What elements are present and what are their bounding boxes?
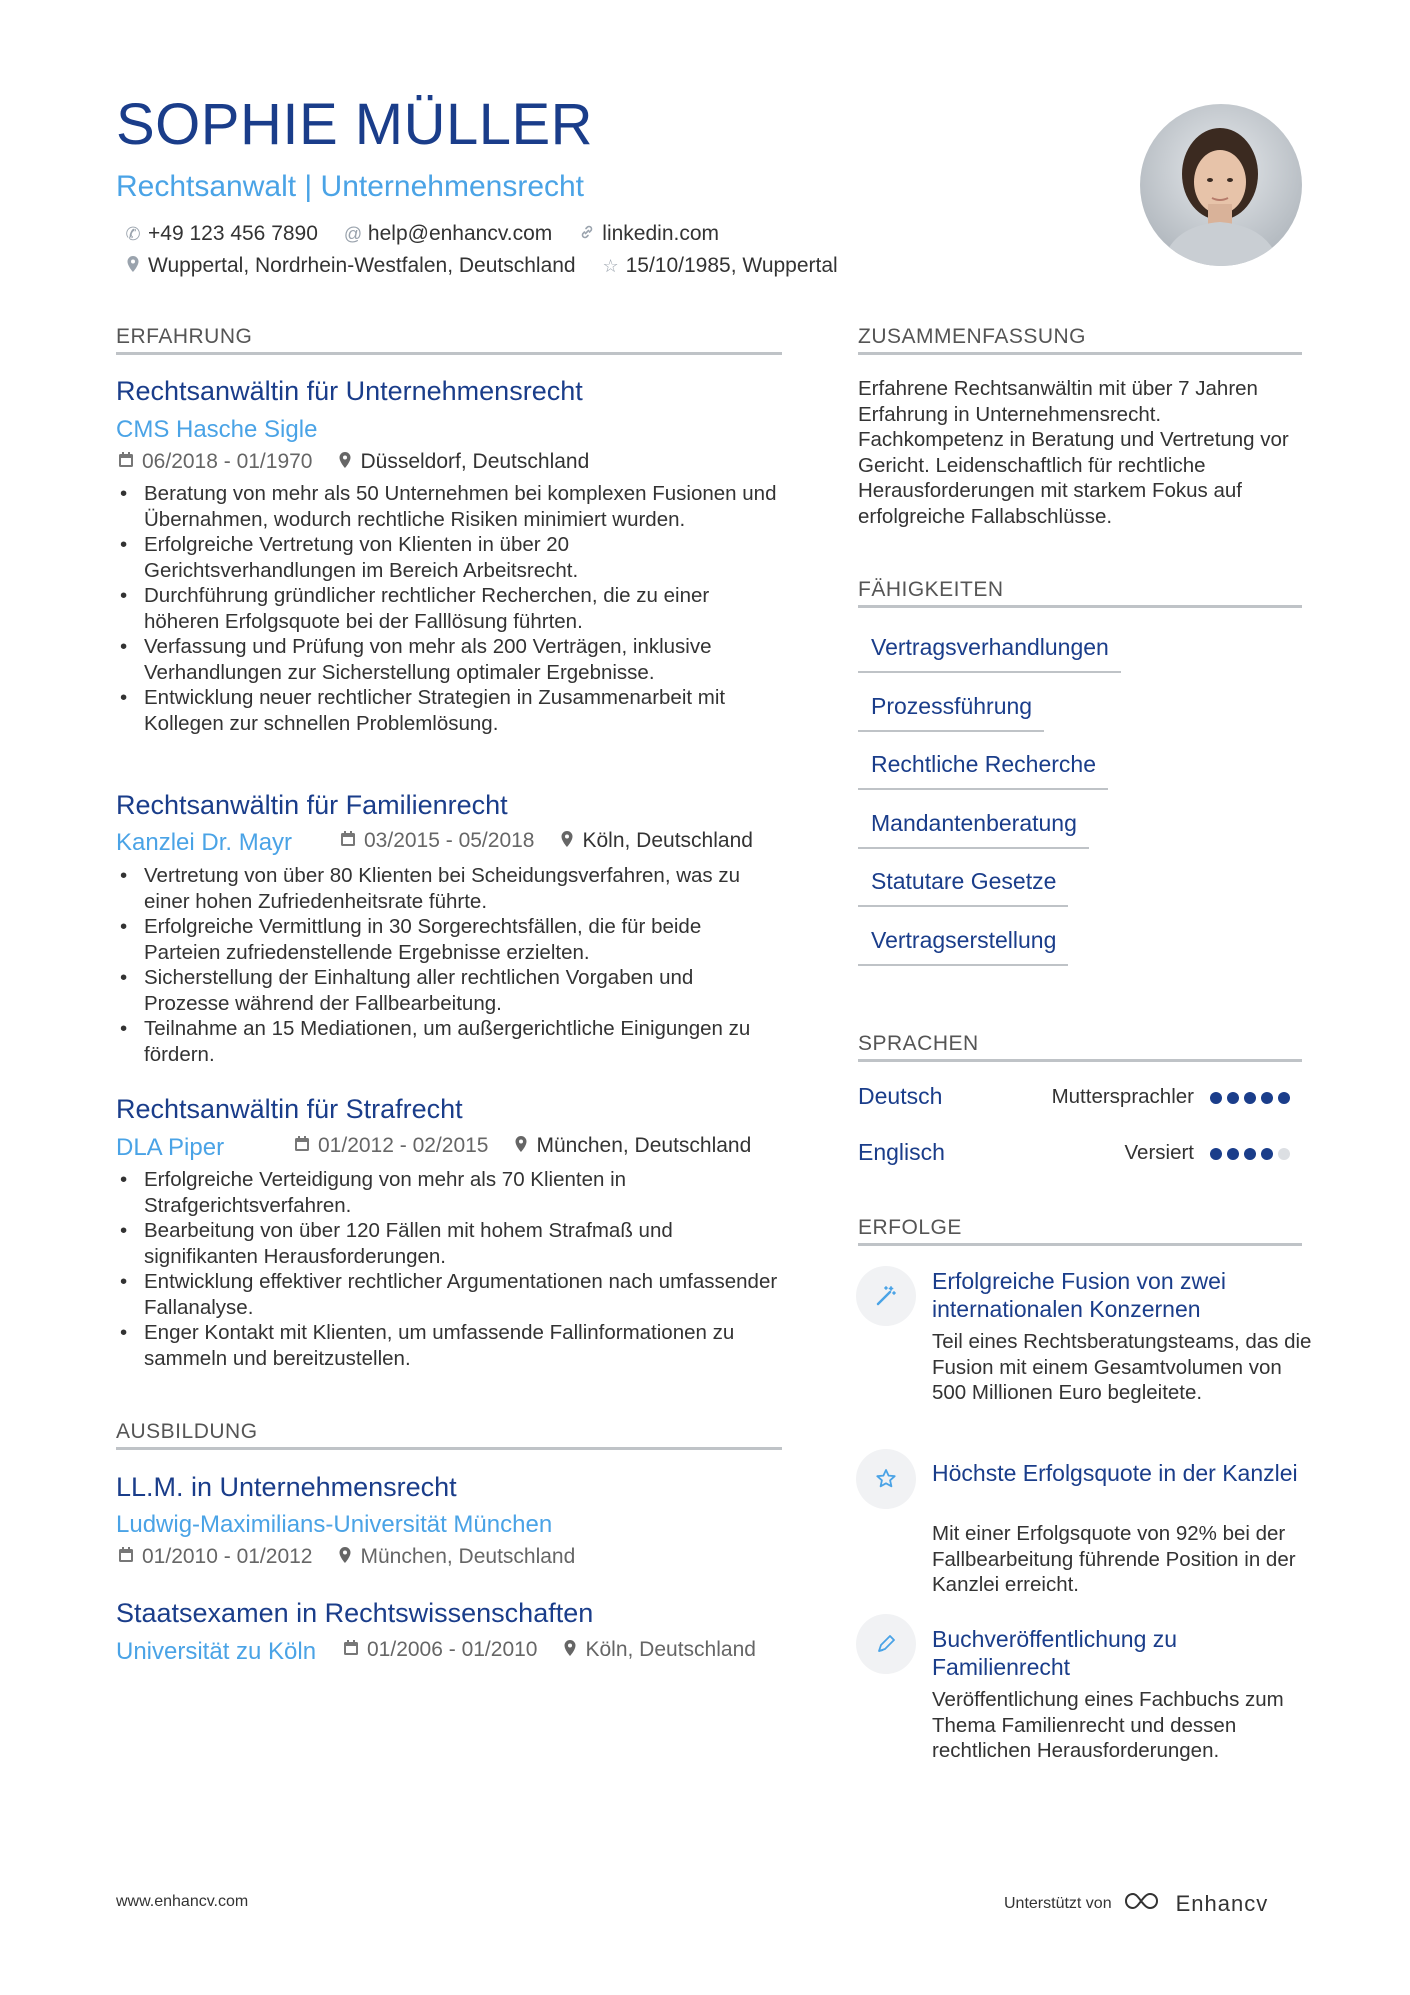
calendar-icon <box>340 830 356 852</box>
magic-wand-icon <box>856 1266 916 1326</box>
location-pin-icon <box>514 1135 528 1158</box>
skill-tag: Statutare Gesetze <box>858 868 1068 907</box>
skill-tag: Rechtliche Recherche <box>858 751 1108 790</box>
birth-text: 15/10/1985, Wuppertal <box>625 254 838 277</box>
section-divider <box>116 1447 782 1450</box>
list-item: • Vertretung von über 80 Klienten bei Scheidungsverfahren, was zu einer hohen Zufriedenheitsrate führte. <box>118 863 778 914</box>
job-location: Düsseldorf, Deutschland <box>360 450 590 473</box>
section-heading-achievements: ERFOLGE <box>858 1216 962 1239</box>
job-meta <box>294 1134 751 1158</box>
list-item: • Bearbeitung von über 120 Fällen mit hohem Strafmaß und signifikanten Herausforderungen. <box>118 1218 778 1269</box>
email-item[interactable] <box>344 222 552 246</box>
rating-dot <box>1244 1148 1256 1160</box>
education-location: München, Deutschland <box>360 1545 576 1568</box>
calendar-icon <box>294 1135 310 1157</box>
email-text[interactable]: help@enhancv.com <box>367 222 553 245</box>
list-item: • Verfassung und Prüfung von mehr als 200 Verträgen, inklusive Verhandlungen zur Sicherstellung optimaler Ergebnisse. <box>118 634 778 685</box>
contact-row-1 <box>124 222 745 246</box>
location-pin-icon <box>124 255 142 278</box>
footer-powered <box>1004 1889 1268 1918</box>
language-level: Muttersprachler <box>1051 1085 1194 1108</box>
pen-icon <box>856 1614 916 1674</box>
linkedin-text[interactable]: linkedin.com <box>602 222 720 245</box>
education-dates: 01/2010 - 01/2012 <box>142 1545 313 1568</box>
list-item: • Entwicklung neuer rechtlicher Strategien in Zusammenarbeit mit Kollegen zur schnellen Problemlösung. <box>118 685 778 736</box>
language-rating <box>1210 1092 1295 1104</box>
list-item: • Erfolgreiche Verteidigung von mehr als 70 Klienten in Strafgerichtsverfahren. <box>118 1167 778 1218</box>
rating-dot <box>1261 1092 1273 1104</box>
location-pin-icon <box>563 1639 577 1662</box>
job-bullets <box>118 1167 778 1371</box>
rating-dot <box>1278 1148 1290 1160</box>
footer-website[interactable]: www.enhancv.com <box>116 1893 249 1910</box>
candidate-title: Rechtsanwalt | Unternehmensrecht <box>116 170 585 203</box>
job-location: München, Deutschland <box>536 1134 752 1157</box>
at-icon: @ <box>343 223 363 244</box>
phone-text: +49 123 456 7890 <box>148 222 318 245</box>
skill-tag: Vertragsverhandlungen <box>858 634 1121 673</box>
degree-title: Staatsexamen in Rechtswissenschaften <box>116 1598 594 1628</box>
location-item <box>124 254 576 278</box>
job-bullets <box>118 481 778 736</box>
job-title: Rechtsanwältin für Familienrecht <box>116 790 508 820</box>
brand-name: Enhancv <box>1175 1890 1269 1916</box>
job-dates: 01/2012 - 02/2015 <box>318 1134 489 1157</box>
list-item: • Erfolgreiche Vermittlung in 30 Sorgerechtsfällen, die für beide Parteien zufriedenstellende Ergebnisse erzielten. <box>118 914 778 965</box>
candidate-name: SOPHIE MÜLLER <box>116 92 594 157</box>
birth-item <box>602 254 838 278</box>
avatar <box>1140 104 1302 266</box>
job-dates: 06/2018 - 01/1970 <box>142 450 313 473</box>
link-icon <box>578 224 596 245</box>
education-location: Köln, Deutschland <box>585 1638 756 1661</box>
skill-tag: Mandantenberatung <box>858 810 1089 849</box>
list-item: • Erfolgreiche Vertretung von Klienten in über 20 Gerichtsverhandlungen im Bereich Arbeitsrecht. <box>118 532 778 583</box>
achievement-desc: Veröffentlichung eines Fachbuchs zum Thema Familienrecht und dessen rechtlichen Herausforderungen. <box>932 1688 1284 1762</box>
education-meta <box>343 1638 756 1662</box>
job-meta <box>118 450 589 474</box>
section-divider <box>858 1059 1302 1062</box>
section-heading-skills: FÄHIGKEITEN <box>858 578 1004 601</box>
achievement-title: Buchveröffentlichung zu Familienrecht <box>932 1626 1178 1680</box>
section-divider <box>116 352 782 355</box>
language-name: Deutsch <box>858 1083 943 1109</box>
rating-dot <box>1278 1092 1290 1104</box>
job-bullets <box>118 863 778 1067</box>
section-divider <box>858 605 1302 608</box>
location-pin-icon <box>338 451 352 474</box>
section-heading-education: AUSBILDUNG <box>116 1420 258 1443</box>
company-name: CMS Hasche Sigle <box>116 416 318 443</box>
powered-label: Unterstützt von <box>1004 1894 1112 1912</box>
school-name: Ludwig-Maximilians-Universität München <box>116 1511 553 1538</box>
job-meta <box>340 829 753 853</box>
rating-dot <box>1261 1148 1273 1160</box>
education-meta <box>118 1545 575 1569</box>
list-item: • Teilnahme an 15 Mediationen, um außergerichtliche Einigungen zu fördern. <box>118 1016 778 1067</box>
calendar-icon <box>118 451 134 473</box>
rating-dot <box>1227 1092 1239 1104</box>
skill-tag: Prozessführung <box>858 693 1044 732</box>
job-title: Rechtsanwältin für Unternehmensrecht <box>116 376 583 406</box>
school-name: Universität zu Köln <box>116 1638 317 1665</box>
job-title: Rechtsanwältin für Strafrecht <box>116 1094 463 1124</box>
language-name: Englisch <box>858 1139 945 1165</box>
location-pin-icon <box>560 830 574 853</box>
rating-dot <box>1244 1092 1256 1104</box>
achievement-desc: Mit einer Erfolgsquote von 92% bei der Fallbearbeitung führende Position in der Kanzlei erreicht. <box>932 1522 1296 1596</box>
rating-dot <box>1227 1148 1239 1160</box>
location-pin-icon <box>338 1546 352 1569</box>
job-location: Köln, Deutschland <box>582 829 753 852</box>
achievement-desc: Teil eines Rechtsberatungsteams, das die Fusion mit einem Gesamtvolumen von 500 Millionen Euro begleitete. <box>932 1330 1312 1404</box>
calendar-icon <box>118 1546 134 1568</box>
star-outline-icon: ☆ <box>602 255 619 276</box>
phone-icon: ✆ <box>125 223 141 244</box>
list-item: • Beratung von mehr als 50 Unternehmen bei komplexen Fusionen und Übernahmen, wodurch rechtliche Risiken minimiert wurden. <box>118 481 778 532</box>
list-item: • Sicherstellung der Einhaltung aller rechtlichen Vorgaben und Prozesse während der Fallbearbeitung. <box>118 965 778 1016</box>
degree-title: LL.M. in Unternehmensrecht <box>116 1472 457 1502</box>
phone-item <box>124 222 318 246</box>
contact-row-2 <box>124 254 864 278</box>
section-heading-summary: ZUSAMMENFASSUNG <box>858 325 1087 348</box>
section-heading-experience: ERFAHRUNG <box>116 325 253 348</box>
language-level: Versiert <box>1124 1141 1194 1164</box>
education-dates: 01/2006 - 01/2010 <box>367 1638 538 1661</box>
job-dates: 03/2015 - 05/2018 <box>364 829 535 852</box>
section-divider <box>858 1243 1302 1246</box>
enhancv-logo-icon <box>1122 1889 1168 1918</box>
calendar-icon <box>343 1639 359 1661</box>
location-text: Wuppertal, Nordrhein-Westfalen, Deutschland <box>148 254 576 277</box>
list-item: • Entwicklung effektiver rechtlicher Argumentationen nach umfassender Fallanalyse. <box>118 1269 778 1320</box>
section-heading-languages: SPRACHEN <box>858 1032 979 1055</box>
section-divider <box>858 352 1302 355</box>
list-item: • Enger Kontakt mit Klienten, um umfassende Fallinformationen zu sammeln und bereitzustellen. <box>118 1320 778 1371</box>
language-rating <box>1210 1148 1295 1160</box>
rating-dot <box>1210 1148 1222 1160</box>
achievement-title: Erfolgreiche Fusion von zwei internationalen Konzernen <box>932 1268 1227 1322</box>
list-item: • Durchführung gründlicher rechtlicher Recherchen, die zu einer höheren Erfolgsquote bei der Falllösung führten. <box>118 583 778 634</box>
linkedin-item[interactable] <box>578 222 719 246</box>
skill-tag: Vertragserstellung <box>858 927 1068 966</box>
star-icon <box>856 1449 916 1509</box>
company-name: Kanzlei Dr. Mayr <box>116 829 293 856</box>
rating-dot <box>1210 1092 1222 1104</box>
company-name: DLA Piper <box>116 1134 225 1161</box>
summary-text: Erfahrene Rechtsanwältin mit über 7 Jahren Erfahrung in Unternehmensrecht. Fachkompetenz in Beratung und Vertretung vor Gericht. Leidenschaftlich für rechtliche Herausforderungen mit starkem Fokus auf erfolgreiche Fallabschlüsse. <box>858 377 1289 528</box>
achievement-title: Höchste Erfolgsquote in der Kanzlei <box>932 1460 1298 1486</box>
